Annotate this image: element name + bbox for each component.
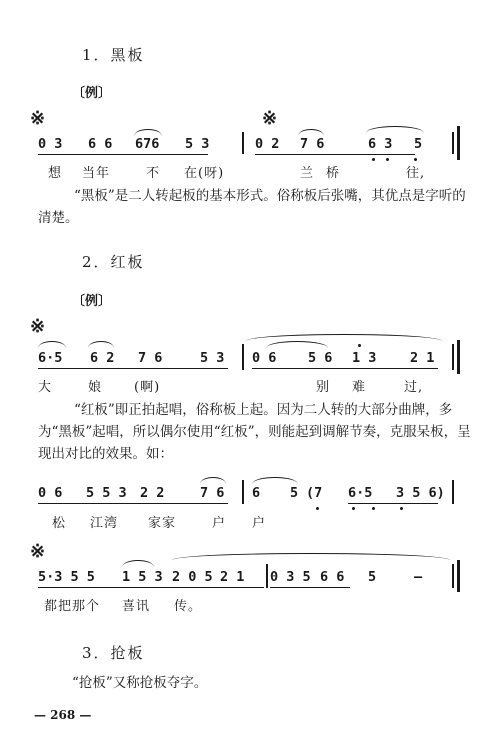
lyric: 江湾	[90, 516, 119, 531]
note-group: 7 6	[200, 485, 225, 501]
note-group: 5	[414, 136, 423, 152]
underline-beam	[38, 503, 228, 504]
example-label: 〔例〕	[72, 294, 112, 309]
note-group: 5 3	[200, 350, 225, 366]
barline	[242, 344, 244, 370]
barline	[452, 344, 454, 370]
note-group: 1 3	[352, 350, 377, 366]
section-title: 3．抢板	[82, 644, 145, 662]
note-group: 5 6	[308, 350, 333, 366]
lyric: 想	[48, 166, 63, 181]
slur	[246, 334, 442, 341]
underline-beam	[270, 587, 350, 588]
lyric: 户	[212, 516, 227, 531]
underline-beam	[252, 368, 438, 369]
final-barline	[457, 340, 460, 374]
underline-beam	[255, 154, 415, 155]
note-group: 6 6	[320, 569, 345, 585]
page-number: — 268 —	[34, 708, 92, 722]
high-octave-dot	[358, 344, 361, 347]
segno-mark: ※	[262, 108, 278, 129]
note-group: 5·3 5 5	[38, 569, 95, 585]
low-octave-dot	[372, 507, 375, 510]
note-group: 7 6	[300, 136, 325, 152]
segno-mark: ※	[30, 541, 46, 562]
section-title: 2．红板	[82, 253, 145, 271]
note-group: 6	[252, 485, 261, 501]
lyric: 别	[316, 380, 331, 395]
lyric: 娘	[88, 380, 103, 395]
example-label: 〔例〕	[72, 86, 112, 101]
slur	[366, 126, 424, 133]
lyric: 传。	[174, 599, 203, 614]
paragraph: “黑板”是二人转起板的基本形式。俗称板后张嘴，其优点是字听的清楚。	[38, 188, 466, 226]
note-group: (7	[306, 485, 323, 501]
segno-mark: ※	[30, 316, 46, 337]
slur	[298, 129, 324, 136]
barline	[242, 132, 244, 154]
underline-beam	[38, 587, 264, 588]
barline	[452, 480, 454, 504]
lyric: 不	[146, 166, 161, 181]
note-group: 6·5	[38, 350, 63, 366]
note-group: 0 3	[38, 136, 63, 152]
underline-beam	[38, 368, 228, 369]
lyric: 当年	[82, 166, 111, 181]
slur	[38, 341, 66, 348]
note-group: 5	[290, 485, 299, 501]
lyric: (啊)	[134, 380, 161, 395]
segno-mark: ※	[30, 108, 46, 129]
note-group: 2 1	[410, 350, 435, 366]
slur	[266, 341, 328, 348]
slur	[200, 477, 226, 484]
note-group: 1 5 3	[122, 569, 163, 585]
low-octave-dot	[400, 507, 403, 510]
underline-beam	[348, 503, 438, 504]
note-group: 6 6	[88, 136, 113, 152]
lyric: 家家	[148, 516, 177, 531]
slur	[172, 553, 450, 560]
note-group: 0 6	[252, 350, 277, 366]
low-octave-dot	[352, 507, 355, 510]
note-group: 676	[135, 136, 160, 152]
lyric: 兰	[300, 166, 315, 181]
note-group: —	[414, 569, 423, 585]
slur	[88, 341, 114, 348]
note-group: 0 3 5	[270, 569, 311, 585]
paragraph: “红板”即正拍起唱，俗称板上起。因为二人转的大部分曲牌，多为“黑板”起唱，所以偶尔使用“红板”，则能起到调解节奏，克服呆板，呈现出对比的效果。如：	[38, 402, 471, 462]
note-group: 6·5	[348, 485, 373, 501]
note-group: 2 1	[220, 569, 245, 585]
lyric: 过,	[404, 380, 424, 395]
underline-beam	[38, 154, 208, 155]
lyric: 喜讯	[122, 599, 151, 614]
note-group: 6 2	[90, 350, 115, 366]
lyric: 大	[38, 380, 53, 395]
note-group: 0 6	[38, 485, 63, 501]
note-group: 6 3	[368, 136, 393, 152]
slur	[134, 129, 162, 136]
section-title: 1．黑板	[82, 46, 145, 64]
lyric: 在(呀)	[184, 166, 225, 181]
lyric: 户	[252, 516, 267, 531]
note-group: 2 2	[140, 485, 165, 501]
barline	[452, 564, 454, 588]
lyric: 难	[352, 380, 367, 395]
lyric: 往,	[406, 166, 426, 181]
note-group: 7 6	[138, 350, 163, 366]
barline	[452, 132, 454, 154]
final-barline	[457, 560, 460, 592]
low-octave-dot	[372, 158, 375, 161]
note-group: 5 3	[185, 136, 210, 152]
low-octave-dot	[386, 158, 389, 161]
lyric: 桥	[326, 166, 341, 181]
barline	[266, 564, 268, 588]
note-group: 0 2	[255, 136, 280, 152]
low-octave-dot	[414, 158, 417, 161]
low-octave-dot	[316, 507, 319, 510]
note-group: 2 0 5	[172, 569, 213, 585]
note-group: 3 5 6)	[396, 485, 445, 501]
note-group: 5 5 3	[86, 485, 127, 501]
paragraph: “抢板”又称抢板夺字。	[72, 675, 208, 691]
final-barline	[457, 126, 460, 160]
lyric: 松	[52, 516, 67, 531]
lyric: 都把那个	[44, 599, 101, 614]
barline	[242, 480, 244, 504]
slur	[252, 477, 298, 484]
note-group: 5	[368, 569, 377, 585]
slur	[122, 560, 154, 567]
